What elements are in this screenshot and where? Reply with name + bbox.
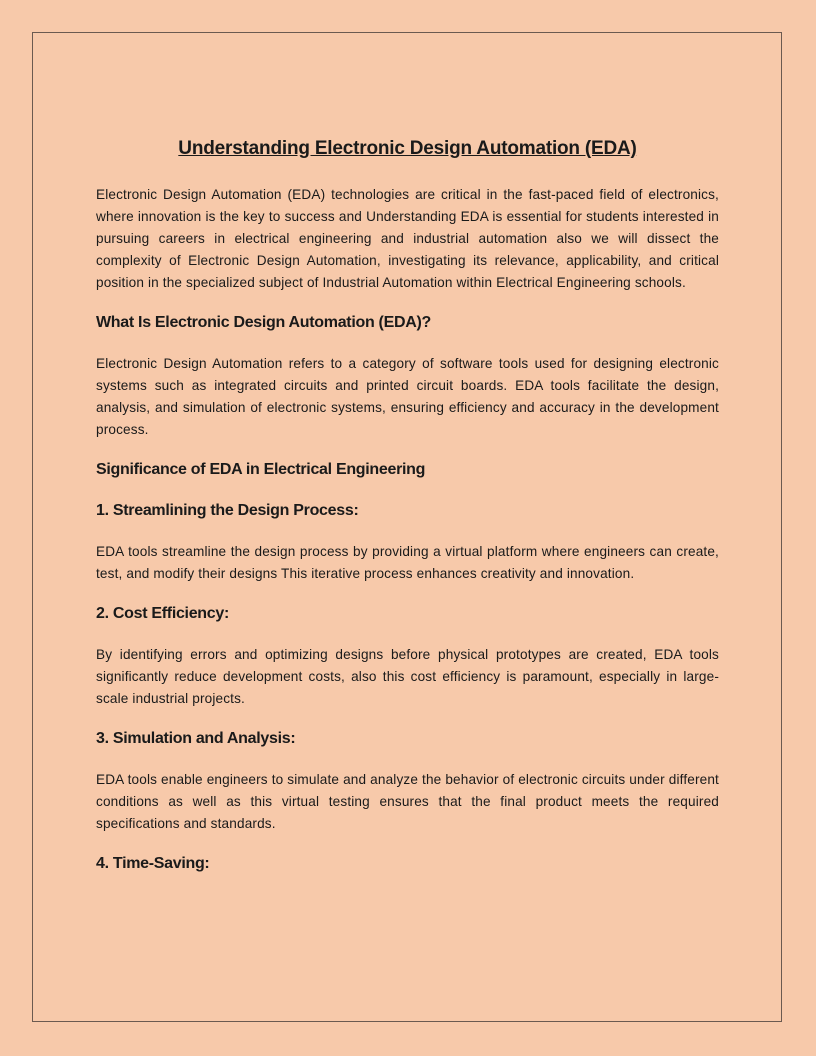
section-paragraph-streamlining: EDA tools streamline the design process by providing a virtual platform where engineers can create, test, and modify their designs This iterative process enhances creativity and innovation. [96, 544, 719, 581]
document-body [96, 136, 719, 894]
what-is-eda-paragraph: Electronic Design Automation refers to a category of software tools used for designing electronic systems such as integrated circuits and printed circuit boards. EDA tools facilitate the design, analysis, and simulation of electronic systems, ensuring efficiency and accuracy in the development process. [96, 356, 719, 437]
section-heading-cost-efficiency: 2. Cost Efficiency: [96, 605, 230, 622]
document-title: Understanding Electronic Design Automation (EDA) [178, 138, 637, 159]
significance-heading: Significance of EDA in Electrical Engineering [96, 461, 426, 478]
section-paragraph-simulation: EDA tools enable engineers to simulate and analyze the behavior of electronic circuits under different conditions as well as this virtual testing ensures that the final product meets the required specifications and standards. [96, 772, 719, 831]
section-paragraph-cost-efficiency: By identifying errors and optimizing designs before physical prototypes are created, EDA tools significantly reduce development costs, also this cost efficiency is paramount, especially in large-scale industrial projects. [96, 647, 719, 706]
what-is-eda-heading: What Is Electronic Design Automation (EDA)? [96, 314, 431, 331]
section-heading-simulation: 3. Simulation and Analysis: [96, 730, 296, 747]
section-heading-streamlining: 1. Streamlining the Design Process: [96, 502, 359, 519]
intro-paragraph: Electronic Design Automation (EDA) technologies are critical in the fast-paced field of electronics, where innovation is the key to success and Understanding EDA is essential for students interested in pursuing careers in electrical engineering and industrial automation also we will dissect the complexity of Electronic Design Automation, investigating its relevance, applicability, and critical position in the specialized subject of Industrial Automation within Electrical Engineering schools. [96, 187, 719, 290]
section-heading-time-saving: 4. Time-Saving: [96, 855, 210, 872]
